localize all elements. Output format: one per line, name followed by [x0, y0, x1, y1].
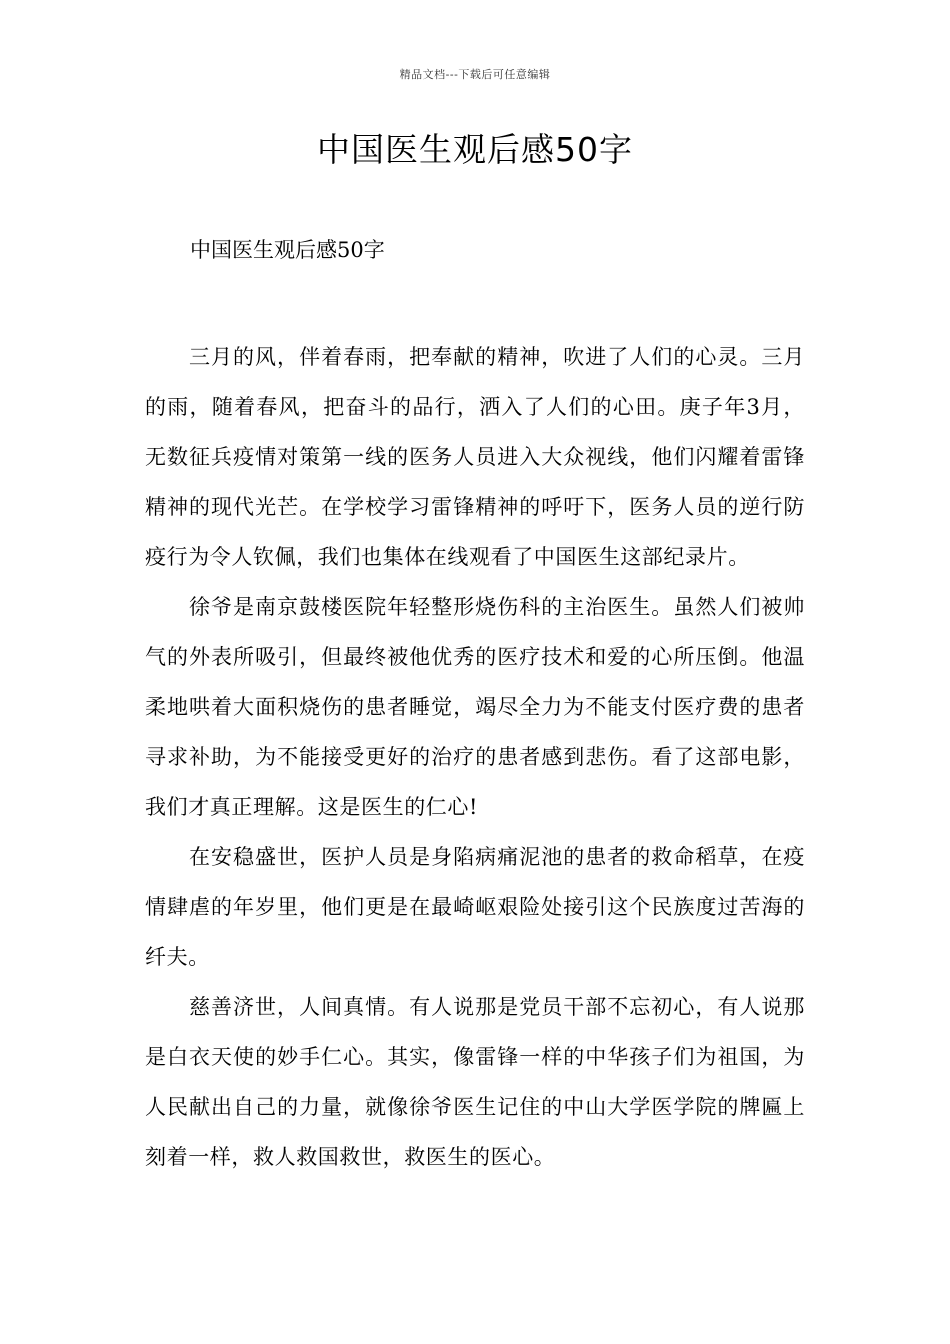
- page-title: 中国医生观后感50字: [317, 130, 633, 169]
- document-body: [145, 332, 805, 1182]
- paragraph: 慈善济世，人间真情。有人说那是党员干部不忘初心，有人说那是白衣天使的妙手仁心。其实，像雷锋一样的中华孩子们为祖国，为人民献出自己的力量，就像徐爷医生记住的中山大学医学院的牌匾上刻着一样，救人救国救世，救医生的医心。: [145, 995, 805, 1169]
- paragraph: 在安稳盛世，医护人员是身陷病痛泥池的患者的救命稻草，在疫情肆虐的年岁里，他们更是在最崎岖艰险处接引这个民族度过苦海的纤夫。: [145, 845, 805, 969]
- paragraph: 三月的风，伴着春雨，把奉献的精神，吹进了人们的心灵。三月的雨，随着春风，把奋斗的品行，洒入了人们的心田。庚子年3月，无数征兵疫情对策第一线的医务人员进入大众视线，他们闪耀着雷锋精神的现代光芒。在学校学习雷锋精神的呼吁下，医务人员的逆行防疫行为令人钦佩，我们也集体在线观看了中国医生这部纪录片。: [145, 345, 805, 569]
- document-subtitle: 中国医生观后感50字: [190, 238, 385, 262]
- header-note: 精品文档---下载后可任意编辑: [399, 68, 551, 81]
- paragraph: 徐爷是南京鼓楼医院年轻整形烧伤科的主治医生。虽然人们被帅气的外表所吸引，但最终被他优秀的医疗技术和爱的心所压倒。他温柔地哄着大面积烧伤的患者睡觉，竭尽全力为不能支付医疗费的患者寻求补助，为不能接受更好的治疗的患者感到悲伤。看了这部电影，我们才真正理解。这是医生的仁心!: [145, 595, 805, 819]
